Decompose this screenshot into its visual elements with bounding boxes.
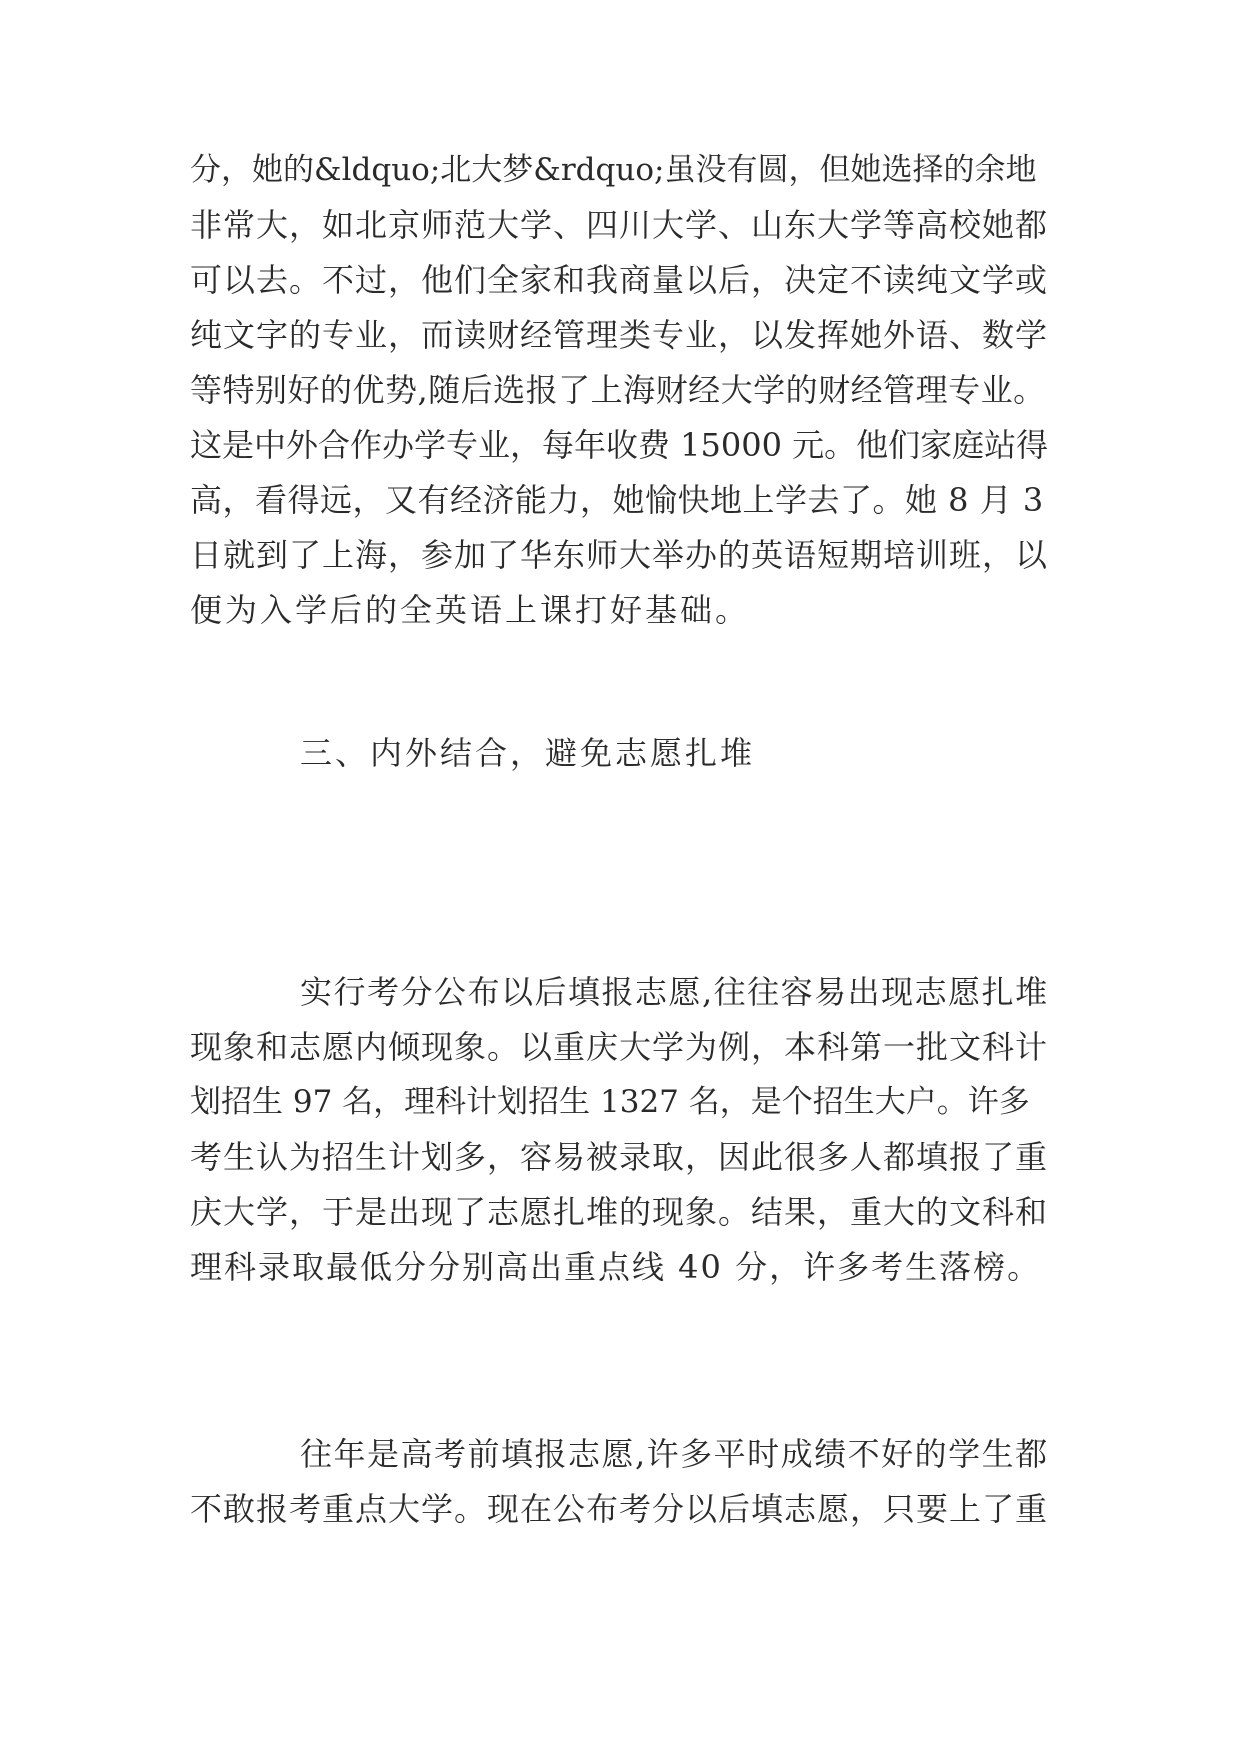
paragraph-1-line-9: 便为入学后的全英语上课打好基础。 — [190, 591, 751, 629]
paragraph-1-line-5: 等特别好的优势,随后选报了上海财经大学的财经管理专业。 — [190, 371, 1046, 409]
paragraph-1-line-1: 分，她的&ldquo;北大梦&rdquo;虽没有圆，但她选择的余地 — [190, 152, 1037, 188]
paragraph-2-line-4: 考生认为招生计划多，容易被录取，因此很多人都填报了重 — [190, 1138, 1049, 1176]
paragraph-1-line-7: 高，看得远，又有经济能力，她愉快地上学去了。她 8 月 3 — [190, 481, 1044, 519]
paragraph-2-line-3: 划招生 97 名，理科计划招生 1327 名，是个招生大户。许多 — [190, 1084, 1030, 1120]
paragraph-2-line-6: 理科录取最低分分别高出重点线 40 分，许多考生落榜。 — [190, 1248, 1042, 1286]
paragraph-1-line-6: 这是中外合作办学专业，每年收费 15000 元。他们家庭站得 — [190, 426, 1049, 464]
paragraph-3-line-1: 往年是高考前填报志愿,许多平时成绩不好的学生都 — [300, 1435, 1049, 1473]
paragraph-1-line-3: 可以去。不过，他们全家和我商量以后，决定不读纯文学或 — [190, 261, 1049, 299]
paragraph-1-line-8: 日就到了上海，参加了华东师大举办的英语短期培训班，以 — [190, 536, 1049, 574]
paragraph-3-line-2: 不敢报考重点大学。现在公布考分以后填志愿，只要上了重 — [190, 1490, 1049, 1528]
paragraph-2-line-1: 实行考分公布以后填报志愿,往往容易出现志愿扎堆 — [300, 973, 1049, 1011]
paragraph-1-line-4: 纯文字的专业，而读财经管理类专业，以发挥她外语、数学 — [190, 316, 1049, 354]
paragraph-2-line-2: 现象和志愿内倾现象。以重庆大学为例，本科第一批文科计 — [190, 1028, 1049, 1066]
paragraph-1-line-2: 非常大，如北京师范大学、四川大学、山东大学等高校她都 — [190, 206, 1049, 244]
section-heading: 三、内外结合，避免志愿扎堆 — [300, 734, 756, 772]
paragraph-2-line-5: 庆大学，于是出现了志愿扎堆的现象。结果，重大的文科和 — [190, 1193, 1049, 1231]
